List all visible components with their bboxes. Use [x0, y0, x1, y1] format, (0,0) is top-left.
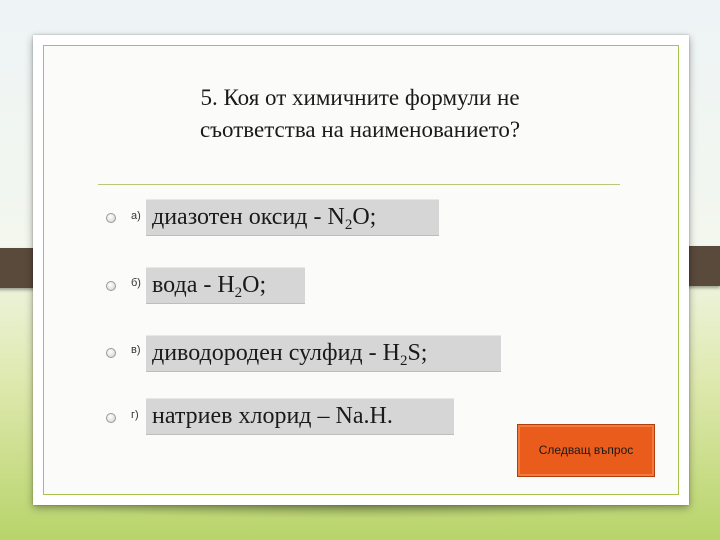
option-c-letter: в)	[131, 344, 141, 356]
question-line-2: съответства на наименованието?	[199, 117, 521, 142]
option-b-button[interactable]	[146, 267, 305, 303]
option-b-tail: O;	[242, 272, 267, 298]
option-a-subscript: 2	[344, 217, 353, 233]
option-a-bullet-icon	[106, 213, 116, 223]
option-c-bullet-icon	[106, 348, 116, 358]
option-d-bullet-icon	[106, 413, 116, 423]
option-a-tail: O;	[352, 204, 377, 230]
option-a-letter: а)	[131, 210, 141, 222]
card-shadow	[40, 505, 680, 519]
question-line-1: 5. Коя от химичните формули не	[200, 85, 520, 110]
option-b-bullet-icon	[106, 281, 116, 291]
next-question-button[interactable]: Следващ въпрос	[517, 424, 655, 477]
option-d-button[interactable]	[146, 398, 454, 434]
option-d-letter: г)	[131, 409, 139, 421]
question-title	[0, 82, 720, 146]
option-b-subscript: 2	[234, 285, 243, 301]
option-c-tail: S;	[407, 340, 428, 366]
option-c-subscript: 2	[399, 353, 408, 369]
option-b-letter: б)	[131, 277, 141, 289]
option-c-text: диводороден сулфид - H	[152, 340, 400, 366]
option-a-text: диазотен оксид - N	[152, 204, 345, 230]
option-a-button[interactable]	[146, 199, 439, 235]
title-divider	[98, 184, 620, 185]
option-d-text: натриев хлорид – Na.H.	[152, 403, 393, 429]
option-b-text: вода - H	[152, 272, 235, 298]
option-c-button[interactable]	[146, 335, 501, 371]
